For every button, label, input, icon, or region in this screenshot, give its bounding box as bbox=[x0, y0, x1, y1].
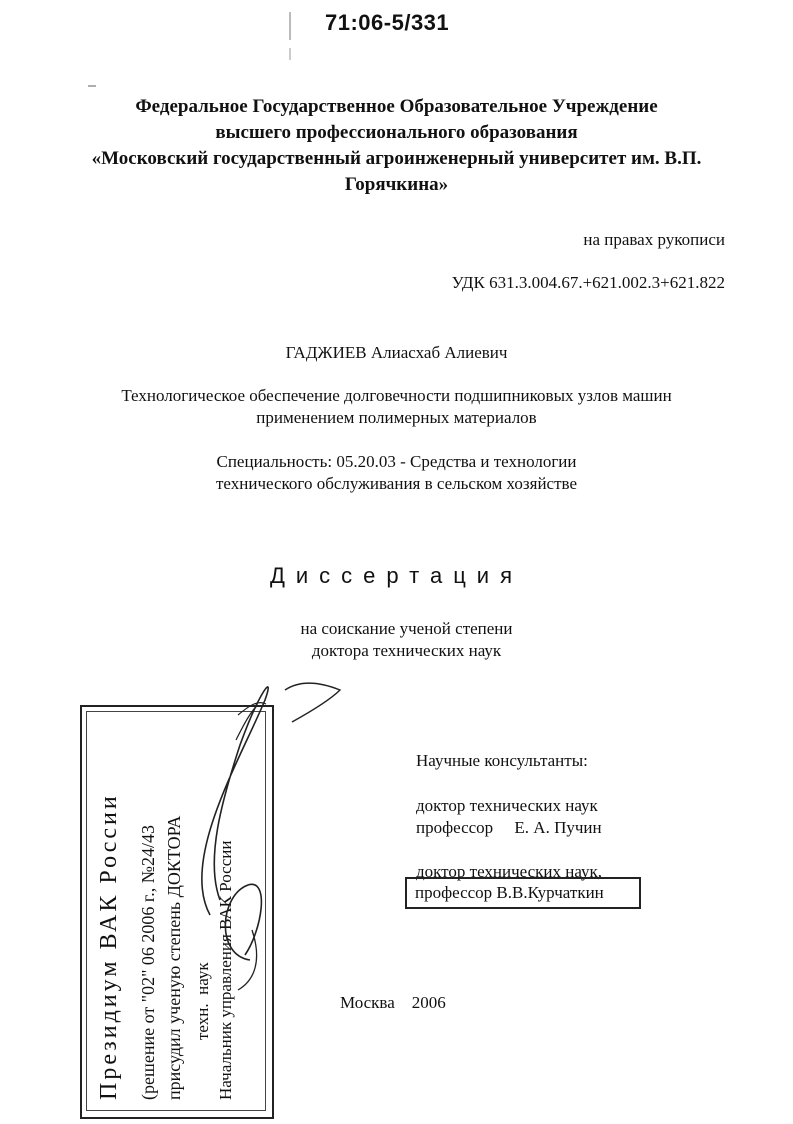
consultant-1-degree: доктор технических наук bbox=[416, 796, 598, 815]
author-name: ГАДЖИЕВ Алиасхаб Алиевич bbox=[285, 343, 508, 362]
place-and-year: Москва 2006 bbox=[340, 993, 446, 1012]
consultant-2-name: профессор В.В.Курчаткин bbox=[415, 883, 604, 902]
call-number: 71:06-5/331 bbox=[325, 10, 450, 35]
specialty-line-1: Специальность: 05.20.03 - Средства и технологии bbox=[216, 452, 577, 471]
institution-line-2: высшего профессионального образования bbox=[215, 122, 578, 143]
document-type: Диссертация bbox=[269, 563, 524, 588]
consultant-2-degree: доктор технических наук, bbox=[416, 862, 603, 881]
stamp-line-3: присудил ученую степень ДОКТОРА bbox=[164, 815, 184, 1100]
specialty-line-2: технического обслуживания в сельском хозяйстве bbox=[216, 474, 577, 493]
manuscript-rights: на правах рукописи bbox=[583, 230, 725, 249]
degree-line-2: доктора технических наук bbox=[311, 641, 502, 660]
stamp-line-2: (решение от "02" 06 2006 г., №24/43 bbox=[138, 825, 158, 1100]
consultant-1-name: профессор Е. А. Пучин bbox=[416, 818, 602, 837]
title-line-2: применением полимерных материалов bbox=[256, 408, 537, 427]
stamp-line-5: Начальник управления ВАК России bbox=[216, 840, 235, 1100]
udk-code: УДК 631.3.004.67.+621.002.3+621.822 bbox=[451, 273, 725, 292]
title-line-1: Технологическое обеспечение долговечности подшипниковых узлов машин bbox=[121, 386, 672, 405]
institution-line-1: Федеральное Государственное Образовательное Учреждение bbox=[135, 96, 658, 117]
stamp-line-4: техн. наук bbox=[193, 962, 212, 1040]
institution-line-3: «Московский государственный агроинженерный университет им. В.П. bbox=[91, 148, 702, 169]
stamp-line-1: Президиум ВАК России bbox=[96, 793, 122, 1100]
institution-line-4: Горячкина» bbox=[344, 174, 449, 195]
degree-line-1: на соискание ученой степени bbox=[300, 619, 513, 638]
consultants-heading: Научные консультанты: bbox=[416, 751, 588, 770]
